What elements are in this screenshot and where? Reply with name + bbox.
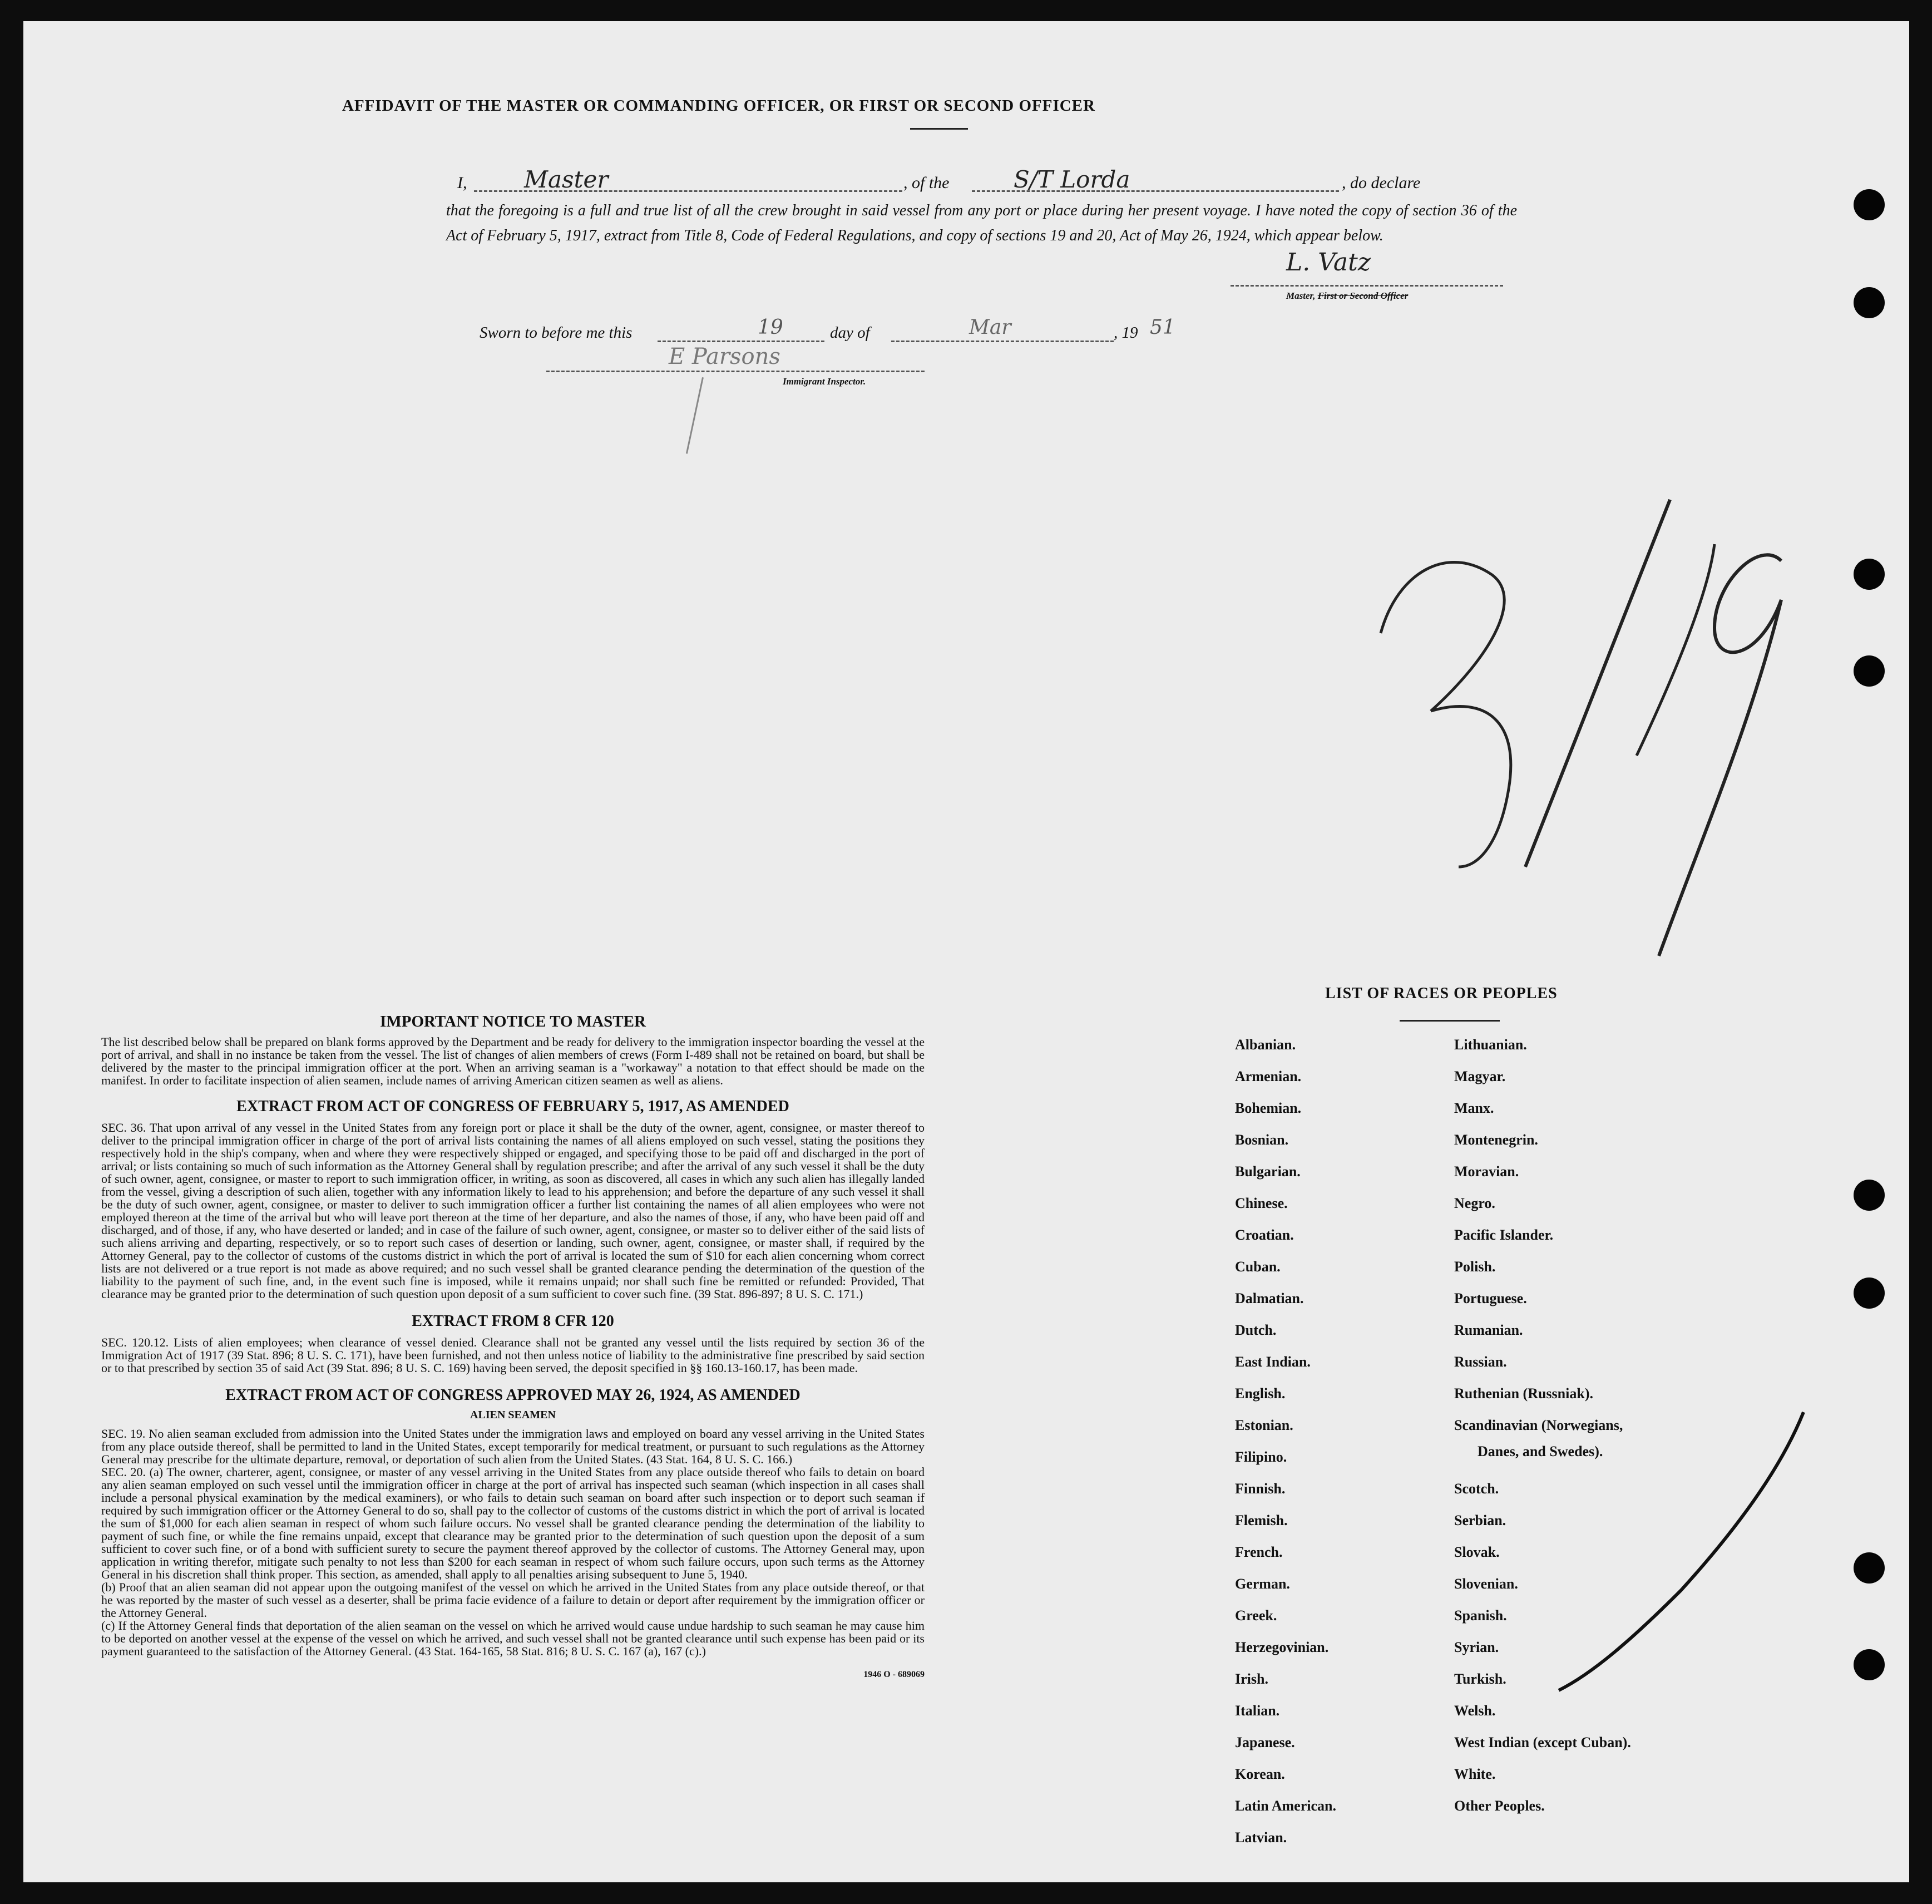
extract-1917-body: SEC. 36. That upon arrival of any vessel in the United States from any foreign port or place it shall be the duty of the owner, agent, consignee, or master thereof to deliver to the principal immigration officer in charge of the port of arrival lists containing the names of all aliens employed on such vessel, stating the positions they respectively hold in the ship's company, when and where they were respectively shipped or engaged, and specifying those to be paid off and discharged in the port of arrival; or lists containing so much of such information as the Attorney General shall by regulation prescribe; and after the arrival of any such vessel it shall be the duty of such owner, agent, consignee, or master to report to such immigration officer, in writing, as soon as discovered, all cases in which any such alien has illegally landed from the vessel, giving a description of such alien, together with any information likely to lead to his apprehension; and before the departure of any such vessel it shall be the duty of such owner, agent, consignee, or master to deliver to such immigration officer a further list containing the names of all alien employees who were not employed thereon at the time of the arrival but who will leave port thereon at the time of her departure, and also the names of those, if any, who have been paid off and discharged, and of those, if any, who have deserted or landed; and in case of the failure of such owner, agent, consignee, or master so to deliver either of the said lists of such aliens arriving and departing, respectively, or so to report such cases of desertion or landing, such owner, agent, consignee, or master shall, if required by the Attorney General, pay to the collector of customs of the customs district in which the port of arrival is located the sum of $10 for each alien concerning whom correct lists are not delivered or a true report is not made as above required; and no such vessel shall be granted clearance pending the determination of the question of the liability to the payment of such fine, and, in the event such fine is imposed, while it remains unpaid; nor shall such fine be remitted or refunded: Provided, That clearance may be granted prior to the determination of such question upon deposit of a sum sufficient to cover such fine. (39 Stat. 896-897; 8 U. S. C. 171.) [101,1121,925,1301]
race-left-item: Irish. [1235,1671,1268,1687]
stroke-slash [1525,500,1670,867]
race-right-item: Polish. [1454,1259,1496,1275]
sworn-year: 51 [1150,316,1175,339]
handwritten-annotation-svg [1347,477,1803,967]
sworn-month-blank [891,341,1114,342]
print-code: 1946 O - 689069 [863,1670,925,1679]
document-page [23,21,1909,1882]
binder-hole-4 [1854,655,1885,687]
race-right-item: Scandinavian (Norwegians, [1454,1417,1623,1433]
race-right-item: Manx. [1454,1100,1494,1116]
affidavit-line1 [457,161,1514,195]
sworn-day-blank [658,341,824,342]
inspector-signature: E Parsons [669,344,780,369]
signature-caption [1286,290,1408,302]
race-left-item: Bulgarian. [1235,1163,1301,1180]
stroke-1 [1637,544,1714,756]
line1-suffix: , do declare [1342,174,1421,192]
signature-caption-master: Master, [1286,290,1318,301]
sworn-day: 19 [758,316,783,339]
race-right-item: Slovenian. [1454,1576,1518,1592]
race-left-item: Flemish. [1235,1512,1288,1528]
line1-prefix: I, [457,174,467,192]
races-title-rule [1400,1020,1500,1022]
race-right-item: Spanish. [1454,1607,1507,1624]
race-left-item: Bohemian. [1235,1100,1302,1116]
signature-blank [1231,285,1503,287]
sworn-year-prefix: , 19 [1114,324,1138,342]
race-left-item: Estonian. [1235,1417,1293,1433]
extract-1924-sec20b: (b) Proof that an alien seaman did not appear upon the outgoing manifest of the vessel on which he arrived in the United States from any place outside thereof, or that he was reported by the master of such vessel as a deserter, shall be prima facie evidence of a failure to detain or deport after requirement by the immigration officer or the Attorney General. [101,1580,925,1620]
race-right-item: Rumanian. [1454,1322,1523,1338]
race-right-item: Montenegrin. [1454,1132,1538,1148]
race-right-item: Turkish. [1454,1671,1506,1687]
pen-stroke-svg [1548,1407,1815,1696]
binder-hole-3 [1854,559,1885,590]
extract-cfr-body: SEC. 120.12. Lists of alien employees; when clearance of vessel denied. Clearance shall not be granted any vessel until the lists required by section 36 of the Immigration Act of 1917 (39 Stat. 896; 8 U. S. C. 171), have been furnished, and not then unless notice of liability to the administrative fine prescribed by said section or to that prescribed by section 35 of said Act (39 Stat. 896; 8 U. S. C. 169) having been served, the deposit specified in §§ 160.13-160.17, has been made. [101,1335,925,1375]
inspector-caption: Immigrant Inspector. [783,376,866,387]
race-left-item: Filipino. [1235,1449,1287,1465]
race-right-item: Russian. [1454,1354,1507,1370]
race-right-item: Other Peoples. [1454,1798,1545,1814]
binder-hole-7 [1854,1552,1885,1584]
binder-hole-8 [1854,1649,1885,1680]
title-rule [910,128,968,130]
extract-1924-title: EXTRACT FROM ACT OF CONGRESS APPROVED MAY 26, 1924, AS AMENDED [225,1387,801,1404]
race-right-item: Syrian. [1454,1639,1499,1655]
race-left-item: English. [1235,1385,1286,1402]
notice-body: The list described below shall be prepared on blank forms approved by the Department and be ready for delivery to the immigration inspector boarding the vessel at the port of arrival, and shall in no instance be taken from the vessel. The list of changes of alien members of crews (Form I-489 shall not be retained on board, but shall be delivered by the master to the principal immigration officer at the port. When an arriving seaman is a "workaway" a notation to that effect should be made on the manifest. In order to facilitate inspection of alien seamen, include names of arriving American citizen seamen as well as aliens. [101,1035,925,1087]
race-right-item: Pacific Islander. [1454,1227,1554,1243]
race-left-item: Croatian. [1235,1227,1294,1243]
signature-caption-struck: First or Second Officer [1317,290,1409,301]
affidavit-body: that the foregoing is a full and true list of all the crew brought in said vessel from any port or place during her present voyage. I have noted the copy of section 36 of the Act of February 5, 1917, extract from Title 8, Code of Federal Regulations, and copy of sections 19 and 20, Act of May 26, 1924, which appear below. [446,202,1517,244]
race-left-item: German. [1235,1576,1290,1592]
extract-1917-title: EXTRACT FROM ACT OF CONGRESS OF FEBRUARY 5, 1917, AS AMENDED [236,1098,789,1115]
affidavit-title: AFFIDAVIT OF THE MASTER OR COMMANDING OFFICER, OR FIRST OR SECOND OFFICER [342,97,1095,115]
race-left-item: Korean. [1235,1766,1285,1782]
inspector-signature-tail [686,377,725,458]
extract-1924-subtitle: ALIEN SEAMEN [470,1409,556,1421]
race-left-item: Bosnian. [1235,1132,1289,1148]
race-right-item: Slovak. [1454,1544,1500,1560]
race-right-item: Serbian. [1454,1512,1506,1528]
race-left-item: Latvian. [1235,1829,1287,1846]
extract-1924-sec19: SEC. 19. No alien seaman excluded from admission into the United States under the immigration laws and employed on board any vessel arriving in the United States from any place outside thereof, shall be permitted to land in the United States, except temporarily for medical treatment, or pursuant to such regulations as the Attorney General may prescribe for the ultimate departure, removal, or deportation of such alien from the United States. (43 Stat. 164, 8 U. S. C. 166.) [101,1427,925,1466]
extract-1924-sec20c: (c) If the Attorney General finds that deportation of the alien seaman on the vessel on which he arrived would cause undue hardship to such seaman he may cause him to be deported on another vessel at the expense of the vessel on which he arrived, and such vessel shall not be granted clearance until such expense has been paid or its payment guaranteed to the satisfaction of the Attorney General. (43 Stat. 164-165, 58 Stat. 816; 8 U. S. C. 167 (a), 167 (c).) [101,1619,925,1658]
stroke-3-lower [1431,706,1511,867]
race-left-item: Italian. [1235,1703,1280,1719]
name-handwritten: Master [524,166,609,193]
legal-column [101,1013,925,1680]
race-right-item: Magyar. [1454,1068,1506,1084]
binder-hole-6 [1854,1277,1885,1309]
sworn-line [480,316,1258,349]
sworn-prefix: Sworn to before me this [480,324,633,342]
race-left-item: Chinese. [1235,1195,1288,1211]
race-left-item: French. [1235,1544,1283,1560]
binder-hole-5 [1854,1180,1885,1211]
master-signature: L. Vatz [1286,248,1371,277]
race-left-item: Finnish. [1235,1481,1286,1497]
race-left-item: Latin American. [1235,1798,1336,1814]
race-left-item: Cuban. [1235,1259,1281,1275]
sworn-day-of: day of [830,324,870,342]
race-right-item: Ruthenian (Russniak). [1454,1385,1593,1402]
pen-stroke [1559,1412,1803,1690]
race-right-item: White. [1454,1766,1496,1782]
stroke-9 [1659,555,1781,956]
race-right-item: Welsh. [1454,1703,1496,1719]
race-left-item: Dutch. [1235,1322,1277,1338]
race-continuation: Danes, and Swedes). [1478,1443,1603,1459]
race-right-item: Lithuanian. [1454,1037,1527,1053]
notice-title: IMPORTANT NOTICE TO MASTER [380,1013,646,1030]
race-right-item: West Indian (except Cuban). [1454,1734,1631,1750]
races-title: LIST OF RACES OR PEOPLES [1325,985,1558,1002]
inspector-blank [546,371,925,372]
race-right-item: Portuguese. [1454,1290,1527,1306]
race-left-item: Herzegovinian. [1235,1639,1329,1655]
stroke-3-upper [1381,563,1504,711]
extract-1924-sec20a: SEC. 20. (a) The owner, charterer, agent, consignee, or master of any vessel arriving in the United States from any place outside thereof who fails to detain on board any alien seaman employed on such vessel until the immigration officer in charge at the port of arrival has inspected such seaman (which inspection in all cases shall include a personal physical examination by the medical examiners), or who fails to detain such seaman on board after such inspection or to deport such seaman if required by such immigration officer or the Attorney General to do so, shall pay to the collector of customs of the customs district in which the port of arrival is located the sum of $1,000 for each alien seaman in respect of whom such failure occurs. No vessel shall be granted clearance pending the determination of the liability to payment of such fine, or while the fine remains unpaid, except that clearance may be granted prior to the determination of such question upon the deposit of a sum sufficient to cover such fine, or of a bond with sufficient surety to secure the payment thereof approved by the collector of customs. The Attorney General may, upon application in writing therefor, mitigate such penalty to not less than $200 for each seaman in respect of whom such failure occurs, upon such terms as the Attorney General in his discretion shall think proper. This section, as amended, shall apply to all penalties arising subsequent to June 5, 1940. [101,1465,925,1581]
race-right-item: Moravian. [1454,1163,1519,1180]
race-right-item: Negro. [1454,1195,1495,1211]
line1-of-the: , of the [903,174,950,192]
race-left-item: Japanese. [1235,1734,1295,1750]
race-left-item: East Indian. [1235,1354,1311,1370]
extract-cfr-title: EXTRACT FROM 8 CFR 120 [412,1313,614,1330]
sworn-month: Mar [969,316,1011,339]
race-right-item: Scotch. [1454,1481,1499,1497]
race-left-item: Dalmatian. [1235,1290,1304,1306]
race-left-item: Greek. [1235,1607,1277,1624]
binder-hole-1 [1854,189,1885,220]
race-left-item: Albanian. [1235,1037,1296,1053]
binder-hole-2 [1854,287,1885,318]
vessel-handwritten: S/T Lorda [1014,166,1130,193]
race-left-item: Armenian. [1235,1068,1302,1084]
